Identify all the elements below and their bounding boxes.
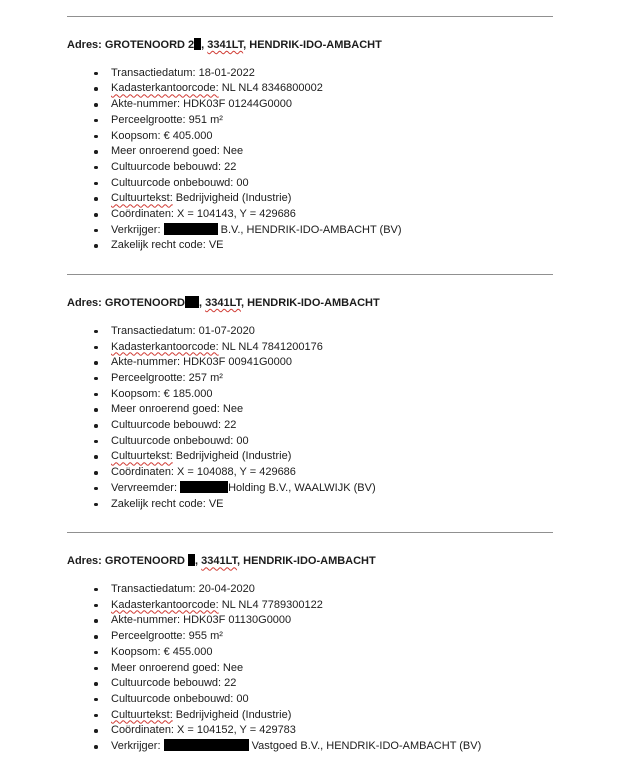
text-run: Bedrijvigheid (Industrie) bbox=[172, 450, 292, 463]
misspelled-word: 3341LT bbox=[205, 297, 241, 310]
bullet-icon bbox=[94, 213, 98, 217]
list-item bbox=[111, 223, 553, 239]
text-run: NL NL4 8346800002 bbox=[218, 82, 323, 95]
text-run: Perceelgrootte: 257 m² bbox=[111, 371, 223, 384]
redaction-box bbox=[180, 481, 228, 493]
list-item bbox=[111, 355, 553, 371]
list-item bbox=[111, 582, 553, 598]
list-item bbox=[111, 387, 553, 403]
redaction-box bbox=[185, 296, 199, 308]
list-item bbox=[111, 66, 553, 82]
text-run: Meer onroerend goed: Nee bbox=[111, 661, 244, 674]
text-run: Cultuurcode onbebouwd: 00 bbox=[111, 434, 249, 447]
misspelled-word: Kadasterkantoorcode: bbox=[111, 340, 219, 353]
list-item bbox=[111, 144, 553, 160]
text-run: Verkrijger: bbox=[111, 223, 164, 236]
list-item bbox=[111, 238, 553, 254]
bullet-icon bbox=[94, 424, 98, 428]
text-run: Perceelgrootte: 951 m² bbox=[111, 113, 223, 126]
text-run: , bbox=[201, 39, 208, 51]
bullet-icon bbox=[94, 440, 98, 444]
misspelled-word: Cultuurtekst: bbox=[111, 708, 173, 721]
misspelled-word: 3341LT bbox=[201, 555, 238, 568]
bullet-icon bbox=[94, 87, 98, 91]
list-item bbox=[111, 465, 553, 481]
bullet-icon bbox=[94, 698, 98, 702]
text-run: Koopsom: € 185.000 bbox=[111, 387, 213, 400]
misspelled-word: Kadasterkantoorcode: bbox=[111, 598, 219, 611]
list-item bbox=[111, 723, 553, 739]
text-run: Vastgoed B.V., HENDRIK-IDO-AMBACHT (BV) bbox=[248, 740, 482, 753]
text-run: Bedrijvigheid (Industrie) bbox=[172, 192, 292, 205]
text-run: , HENDRIK-IDO-AMBACHT bbox=[237, 555, 376, 568]
text-run: NL NL4 7841200176 bbox=[218, 340, 323, 353]
document-page bbox=[0, 16, 635, 778]
text-run: Vervreemder: bbox=[111, 481, 181, 494]
list-item bbox=[111, 434, 553, 450]
horizontal-rule bbox=[67, 274, 553, 275]
text-run: Akte-nummer: HDK03F 01244G0000 bbox=[111, 98, 292, 111]
bullet-icon bbox=[94, 635, 98, 639]
bullet-icon bbox=[94, 150, 98, 154]
list-item bbox=[111, 418, 553, 434]
address-heading bbox=[67, 38, 553, 54]
bullet-icon bbox=[94, 745, 98, 749]
list-item bbox=[111, 629, 553, 645]
transaction-record bbox=[67, 274, 553, 512]
horizontal-rule bbox=[67, 16, 553, 17]
detail-list bbox=[67, 582, 553, 755]
text-run: Cultuurcode bebouwd: 22 bbox=[111, 677, 237, 690]
redaction-box bbox=[188, 554, 195, 566]
text-run: Akte-nummer: HDK03F 01130G0000 bbox=[111, 614, 292, 627]
text-run: Transactiedatum: 01-07-2020 bbox=[111, 324, 255, 337]
list-item bbox=[111, 739, 553, 755]
text-run: Adres: GROTENOORD bbox=[67, 297, 185, 310]
list-item bbox=[111, 598, 553, 614]
list-item bbox=[111, 613, 553, 629]
text-run: Adres: GROTENOORD 2 bbox=[67, 39, 195, 51]
list-item bbox=[111, 708, 553, 724]
bullet-icon bbox=[94, 197, 98, 201]
list-item bbox=[111, 129, 553, 145]
text-run: Transactiedatum: 20-04-2020 bbox=[111, 582, 255, 595]
detail-list bbox=[67, 324, 553, 512]
bullet-icon bbox=[94, 667, 98, 671]
list-item bbox=[111, 661, 553, 677]
bullet-icon bbox=[94, 619, 98, 623]
bullet-icon bbox=[94, 103, 98, 107]
bullet-icon bbox=[94, 393, 98, 397]
list-item bbox=[111, 449, 553, 465]
bullet-icon bbox=[94, 182, 98, 186]
text-run: Zakelijk recht code: VE bbox=[111, 239, 224, 252]
text-run: Zakelijk recht code: VE bbox=[111, 497, 224, 510]
text-run: Transactiedatum: 18-01-2022 bbox=[111, 66, 255, 79]
bullet-icon bbox=[94, 119, 98, 123]
bullet-icon bbox=[94, 229, 98, 233]
bullet-icon bbox=[94, 377, 98, 381]
text-run: , HENDRIK-IDO-AMBACHT bbox=[240, 297, 380, 310]
text-run: NL NL4 7789300122 bbox=[218, 598, 323, 611]
misspelled-word: Kadasterkantoorcode: bbox=[111, 82, 219, 95]
text-run: Koopsom: € 405.000 bbox=[111, 129, 213, 142]
detail-list bbox=[67, 66, 553, 254]
text-run: B.V., HENDRIK-IDO-AMBACHT (BV) bbox=[217, 223, 402, 236]
text-run: , bbox=[195, 555, 202, 568]
bullet-icon bbox=[94, 408, 98, 412]
list-item bbox=[111, 692, 553, 708]
list-item bbox=[111, 207, 553, 223]
list-item bbox=[111, 97, 553, 113]
text-run: Coördinaten: X = 104152, Y = 429783 bbox=[111, 724, 296, 737]
bullet-icon bbox=[94, 714, 98, 718]
transaction-record bbox=[67, 532, 553, 754]
list-item bbox=[111, 371, 553, 387]
redaction-box bbox=[164, 739, 249, 751]
bullet-icon bbox=[94, 361, 98, 365]
text-run: Perceelgrootte: 955 m² bbox=[111, 630, 223, 643]
text-run: Cultuurcode onbebouwd: 00 bbox=[111, 176, 249, 189]
bullet-icon bbox=[94, 166, 98, 170]
text-run: Cultuurcode bebouwd: 22 bbox=[111, 160, 237, 173]
list-item bbox=[111, 113, 553, 129]
list-item bbox=[111, 645, 553, 661]
misspelled-word: Cultuurtekst: bbox=[111, 192, 173, 205]
bullet-icon bbox=[94, 729, 98, 733]
text-run: Koopsom: € 455.000 bbox=[111, 645, 213, 658]
misspelled-word: Cultuurtekst: bbox=[111, 450, 173, 463]
list-item bbox=[111, 340, 553, 356]
list-item bbox=[111, 497, 553, 513]
address-heading bbox=[67, 296, 553, 312]
text-run: Cultuurcode bebouwd: 22 bbox=[111, 419, 237, 432]
address-heading bbox=[67, 554, 553, 570]
text-run: Cultuurcode onbebouwd: 00 bbox=[111, 692, 249, 705]
bullet-icon bbox=[94, 330, 98, 334]
redaction-box bbox=[164, 223, 218, 235]
horizontal-rule bbox=[67, 532, 553, 533]
text-run: , HENDRIK-IDO-AMBACHT bbox=[243, 39, 382, 51]
text-run: Coördinaten: X = 104143, Y = 429686 bbox=[111, 208, 296, 221]
text-run: Meer onroerend goed: Nee bbox=[111, 145, 244, 158]
text-run: Verkrijger: bbox=[111, 740, 164, 753]
bullet-icon bbox=[94, 244, 98, 248]
list-item bbox=[111, 481, 553, 497]
text-run: Holding B.V., WAALWIJK (BV) bbox=[228, 481, 376, 494]
bullet-icon bbox=[94, 135, 98, 139]
bullet-icon bbox=[94, 487, 98, 491]
list-item bbox=[111, 676, 553, 692]
text-run: Bedrijvigheid (Industrie) bbox=[172, 708, 292, 721]
list-item bbox=[111, 324, 553, 340]
list-item bbox=[111, 160, 553, 176]
bullet-icon bbox=[94, 471, 98, 475]
bullet-icon bbox=[94, 503, 98, 507]
list-item bbox=[111, 191, 553, 207]
bullet-icon bbox=[94, 72, 98, 76]
text-run: Adres: GROTENOORD bbox=[67, 555, 189, 568]
bullet-icon bbox=[94, 588, 98, 592]
text-run: Akte-nummer: HDK03F 00941G0000 bbox=[111, 356, 292, 369]
bullet-icon bbox=[94, 651, 98, 655]
text-run: Coördinaten: X = 104088, Y = 429686 bbox=[111, 466, 296, 479]
bullet-icon bbox=[94, 346, 98, 350]
misspelled-word: 3341LT bbox=[207, 39, 244, 51]
list-item bbox=[111, 81, 553, 97]
list-item bbox=[111, 176, 553, 192]
list-item bbox=[111, 402, 553, 418]
bullet-icon bbox=[94, 455, 98, 459]
text-run: Meer onroerend goed: Nee bbox=[111, 403, 244, 416]
document-body bbox=[67, 16, 553, 755]
text-run: , bbox=[198, 297, 206, 310]
transaction-record bbox=[67, 16, 553, 254]
bullet-icon bbox=[94, 604, 98, 608]
bullet-icon bbox=[94, 682, 98, 686]
